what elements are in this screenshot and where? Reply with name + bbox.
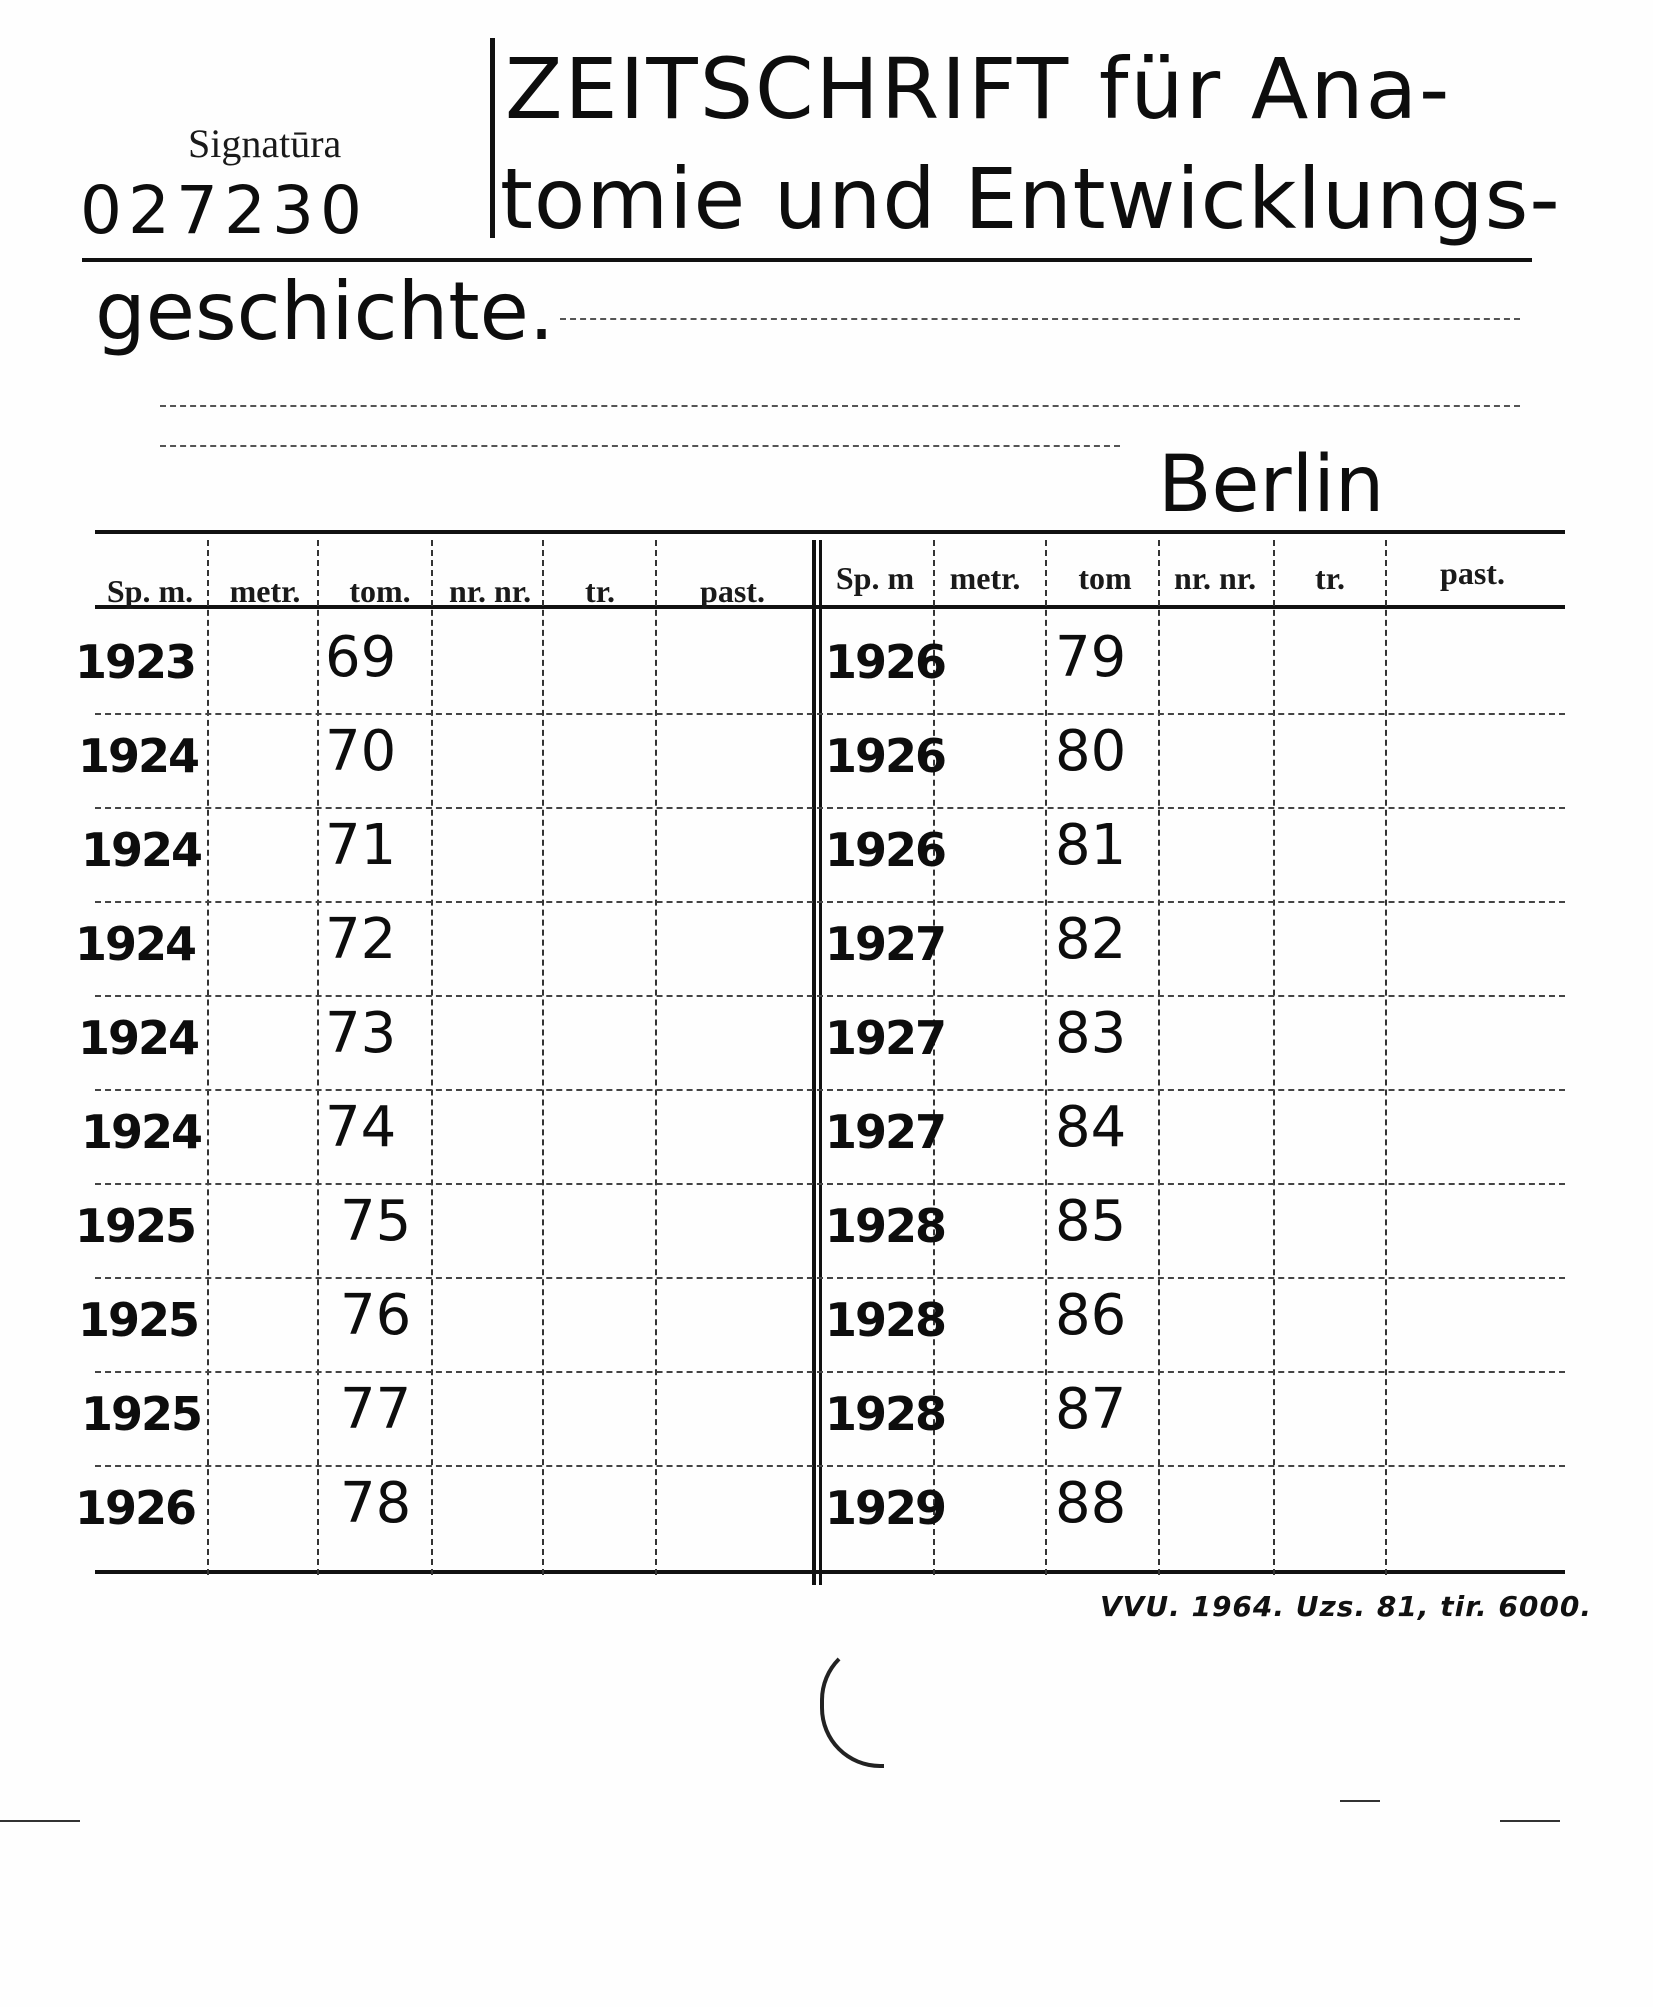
left-year-cell: 1925 — [75, 1199, 196, 1253]
row-line — [95, 807, 1565, 809]
signatura-value: 027230 — [80, 172, 368, 249]
header-tr-right: tr. — [1315, 560, 1345, 596]
right-year-cell: 1928 — [825, 1293, 946, 1347]
left-volume-cell: 71 — [325, 813, 397, 878]
title-line-2: tomie und Entwicklungs- — [500, 150, 1561, 248]
left-volume-cell: 73 — [325, 1001, 397, 1066]
right-year-cell: 1927 — [825, 1105, 946, 1159]
left-year-cell: 1924 — [78, 729, 199, 783]
table-bottom-rule — [95, 1570, 1565, 1574]
header-sp-m-right: Sp. m — [835, 560, 915, 596]
right-year-cell: 1927 — [825, 1011, 946, 1065]
print-note: VVU. 1964. Uzs. 81, tir. 6000. — [1100, 1590, 1592, 1623]
ruled-line — [560, 318, 1520, 320]
header-divider — [490, 38, 495, 238]
header-nrnr-left: nr. nr. — [448, 573, 532, 609]
column-divider — [317, 540, 321, 1575]
left-volume-cell: 69 — [325, 625, 397, 690]
left-volume-cell: 77 — [340, 1377, 412, 1442]
left-volume-cell: 78 — [340, 1471, 412, 1536]
right-volume-cell: 79 — [1055, 625, 1127, 690]
column-divider — [655, 540, 659, 1575]
right-year-cell: 1928 — [825, 1199, 946, 1253]
header-past-left: past. — [700, 573, 765, 609]
table-center-divider — [812, 540, 822, 1585]
header-tom-left: tom. — [349, 573, 411, 609]
row-line — [95, 1183, 1565, 1185]
left-year-cell: 1923 — [75, 635, 196, 689]
left-volume-cell: 76 — [340, 1283, 412, 1348]
right-volume-cell: 83 — [1055, 1001, 1127, 1066]
column-divider — [542, 540, 546, 1575]
column-divider — [1385, 540, 1389, 1575]
right-year-cell: 1926 — [825, 635, 946, 689]
left-volume-cell: 74 — [325, 1095, 397, 1160]
right-year-cell: 1929 — [825, 1481, 946, 1535]
header-sp-m-left: Sp. m. — [106, 573, 194, 609]
left-year-cell: 1924 — [81, 1105, 202, 1159]
right-year-cell: 1926 — [825, 823, 946, 877]
right-volume-cell: 84 — [1055, 1095, 1127, 1160]
header-nrnr-right: nr. nr. — [1173, 560, 1257, 596]
column-divider — [1273, 540, 1277, 1575]
right-year-cell: 1928 — [825, 1387, 946, 1441]
city-label: Berlin — [1158, 440, 1385, 530]
header-metr-left: metr. — [229, 573, 301, 609]
right-year-cell: 1926 — [825, 729, 946, 783]
right-year-cell: 1927 — [825, 917, 946, 971]
column-divider — [431, 540, 435, 1575]
left-year-cell: 1924 — [78, 1011, 199, 1065]
row-line — [95, 1371, 1565, 1373]
signatura-label: Signatūra — [188, 121, 342, 166]
right-volume-cell: 80 — [1055, 719, 1127, 784]
right-volume-cell: 81 — [1055, 813, 1127, 878]
header-past-right: past. — [1440, 555, 1505, 591]
holdings-table — [75, 530, 1565, 1600]
row-line — [95, 713, 1565, 715]
header-rule — [82, 258, 1532, 262]
ruled-line — [160, 445, 1120, 447]
edge-mark — [1340, 1800, 1380, 1802]
left-year-cell: 1924 — [75, 917, 196, 971]
row-line — [95, 1277, 1565, 1279]
left-year-cell: 1925 — [81, 1387, 202, 1441]
column-divider — [1045, 540, 1049, 1575]
left-year-cell: 1925 — [78, 1293, 199, 1347]
edge-mark — [1500, 1820, 1560, 1822]
row-line — [95, 1465, 1565, 1467]
punch-hole-mark — [820, 1640, 884, 1768]
header-metr-right: metr. — [949, 560, 1021, 596]
header-tr-left: tr. — [585, 573, 615, 609]
left-volume-cell: 72 — [325, 907, 397, 972]
right-volume-cell: 85 — [1055, 1189, 1127, 1254]
title-line-3: geschichte. — [95, 265, 555, 358]
table-top-rule — [95, 530, 1565, 534]
row-line — [95, 901, 1565, 903]
left-volume-cell: 75 — [340, 1189, 412, 1254]
column-divider — [207, 540, 211, 1575]
left-year-cell: 1924 — [81, 823, 202, 877]
header-tom-right: tom — [1078, 560, 1132, 596]
row-line — [95, 995, 1565, 997]
right-volume-cell: 87 — [1055, 1377, 1127, 1442]
right-volume-cell: 88 — [1055, 1471, 1127, 1536]
row-line — [95, 1089, 1565, 1091]
left-volume-cell: 70 — [325, 719, 397, 784]
title-line-1: ZEITSCHRIFT für Ana- — [505, 40, 1452, 138]
right-volume-cell: 86 — [1055, 1283, 1127, 1348]
left-year-cell: 1926 — [75, 1481, 196, 1535]
edge-mark — [0, 1820, 80, 1822]
ruled-line — [160, 405, 1520, 407]
right-volume-cell: 82 — [1055, 907, 1127, 972]
column-divider — [1158, 540, 1162, 1575]
